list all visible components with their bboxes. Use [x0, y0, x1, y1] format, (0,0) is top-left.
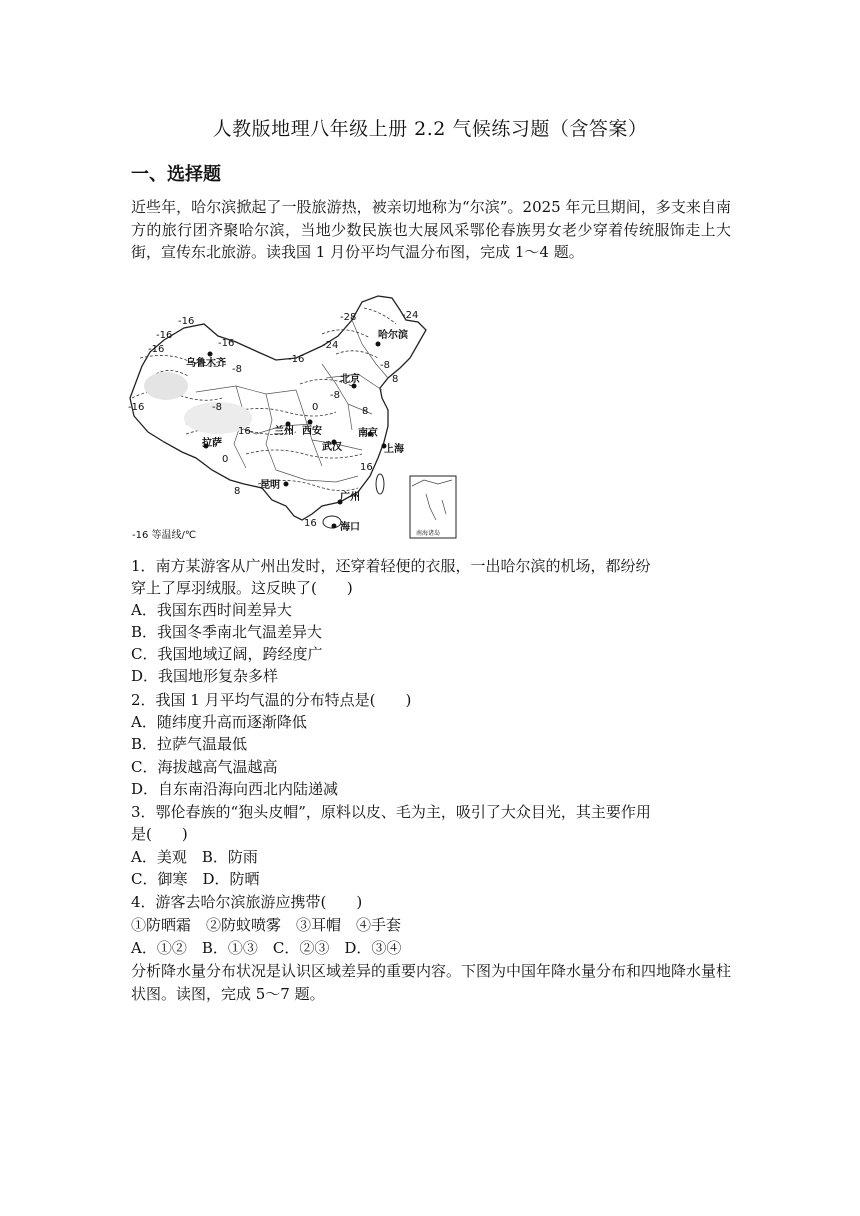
document-title: 人教版地理八年级上册 2.2 气候练习题（含答案）: [212, 118, 648, 140]
city-label: 北京: [340, 374, 360, 385]
isotherm-label: 8: [392, 374, 399, 385]
question-2-option-d: D．自东南沿海向西北内陆递减: [131, 780, 339, 798]
city-label: 广州: [340, 492, 360, 503]
isotherm-label: 0: [312, 402, 319, 413]
isotherm-label: -24: [402, 310, 419, 321]
question-4-options: A．①② B．①③ C．②③ D．③④: [131, 939, 402, 957]
question-2-option-c: C．海拔越高气温越高: [131, 758, 278, 776]
isotherm-label: 8: [234, 486, 241, 497]
question-3-options-ab: A．美观 B．防雨: [131, 848, 258, 866]
question-1-option-c: C．我国地域辽阔，跨经度广: [131, 645, 323, 663]
isotherm-label: -16: [288, 354, 305, 365]
isotherm-label: 16: [304, 518, 317, 529]
question-3-stem-cont: 是( ): [131, 825, 188, 843]
south-china-sea-inset: [410, 476, 456, 538]
map-figure: [126, 294, 464, 544]
question-4-stem: 4．游客去哈尔滨旅游应携带( ): [131, 893, 363, 911]
isotherm-label: -8: [330, 390, 340, 401]
isotherm-label: -16: [148, 344, 165, 355]
question-2-option-b: B．拉萨气温最低: [131, 735, 248, 753]
map-legend: -16 等温线/℃: [132, 530, 197, 541]
city-label: 西安: [302, 426, 322, 437]
isotherm-label: 8: [362, 406, 369, 417]
city-label: 兰州: [274, 426, 294, 437]
question-1-option-b: B．我国冬季南北气温差异大: [131, 623, 323, 641]
isotherm-label: -16: [178, 316, 195, 327]
inset-label: 南海诸岛: [416, 530, 441, 537]
city-label: 哈尔滨: [378, 330, 408, 341]
question-3-stem: 3．鄂伦春族的“狍头皮帽”，原料以皮、毛为主，吸引了大众目光，其主要作用: [131, 803, 651, 821]
city-label: 拉萨: [202, 438, 222, 449]
question-2-stem: 2．我国 1 月平均气温的分布特点是( ): [131, 691, 412, 709]
city-label: 南京: [358, 428, 378, 439]
outro-paragraph: 分析降水量分布状况是认识区域差异的重要内容。下图为中国年降水量分布和四地降水量柱状图。读图，完成 5～7 题。: [131, 962, 732, 1003]
isotherm-label: -24: [322, 340, 339, 351]
city-label: 上海: [384, 444, 404, 455]
city-label: 武汉: [322, 442, 342, 453]
isotherm-label: -16: [128, 402, 145, 413]
isotherm-label: -16: [218, 338, 235, 349]
city-label: 海口: [340, 522, 360, 533]
isotherm-label: 16: [360, 462, 373, 473]
taiwan-island: [376, 474, 384, 494]
question-2-option-a: A．随纬度升高而逐渐降低: [131, 713, 307, 731]
section-heading: 一、选择题: [131, 164, 221, 185]
question-1-stem-cont: 穿上了厚羽绒服。这反映了( ): [131, 579, 353, 597]
isotherm-label: -8: [232, 364, 242, 375]
isotherm-label: -16: [156, 330, 173, 341]
question-1-option-a: A．我国东西时间差异大: [131, 601, 292, 619]
isotherm-label: -8: [212, 402, 222, 413]
question-1-stem: 1．南方某游客从广州出发时，还穿着轻便的衣服，一出哈尔滨的机场，都纷纷: [131, 557, 651, 575]
question-3-options-cd: C．御寒 D．防晒: [131, 870, 260, 888]
question-1-option-d: D．我国地形复杂多样: [131, 667, 279, 685]
intro-paragraph: 近些年，哈尔滨掀起了一股旅游热，被亲切地称为“尔滨”。2025 年元旦期间，多支来自南方的旅行团齐聚哈尔滨，当地少数民族也大展风采鄂伦春族男女老少穿着传统服饰走上大街，宣传东北旅游。读我国 1 月份平均气温分布图，完成 1～4 题。: [131, 198, 731, 261]
isotherm-label: 0: [222, 454, 229, 465]
isotherm-label: -28: [340, 312, 357, 323]
city-label: 昆明: [260, 480, 280, 491]
isotherm-label: -8: [380, 360, 390, 371]
china-january-temperature-map: [126, 294, 464, 544]
city-label: 乌鲁木齐: [186, 358, 226, 369]
question-4-items: ①防晒霜 ②防蚊喷雾 ③耳帽 ④手套: [131, 916, 402, 934]
basin-shading: [144, 372, 188, 400]
isotherm-label: 16: [238, 426, 251, 437]
